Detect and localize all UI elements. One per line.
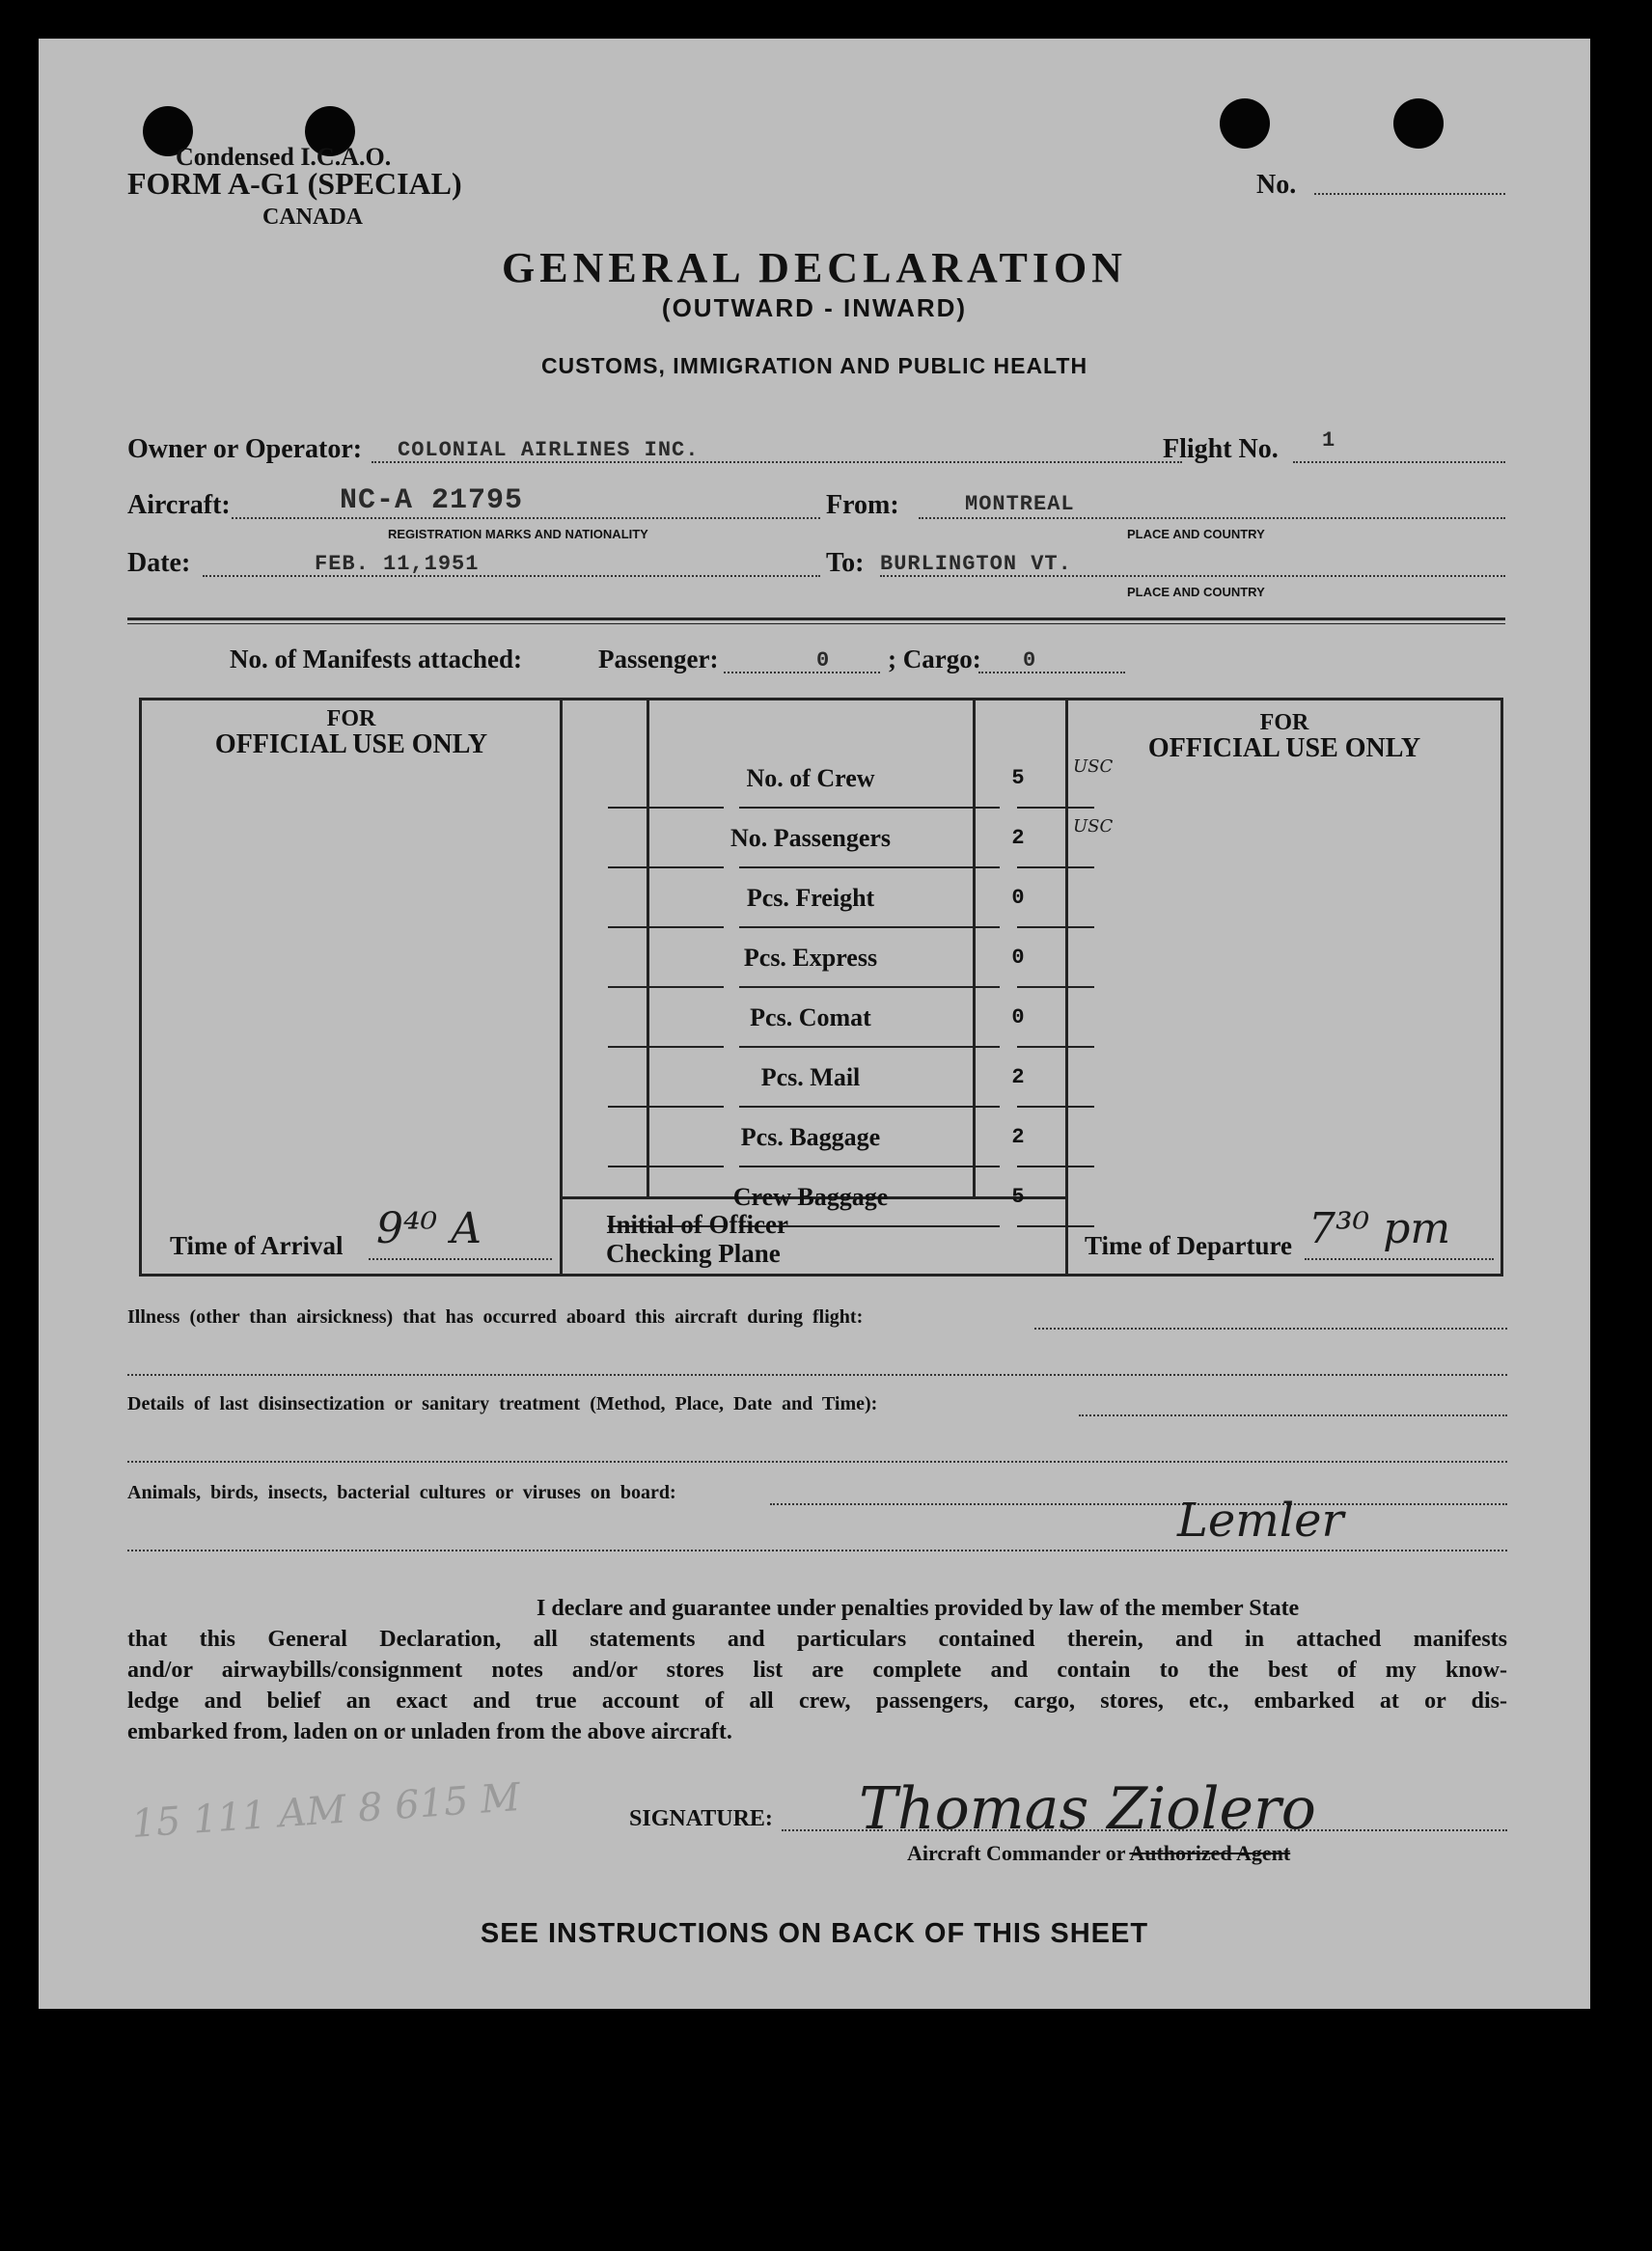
official-left-title: OFFICIAL USE ONLY — [214, 729, 488, 759]
disinsect-line — [1079, 1414, 1507, 1416]
item-row-rule — [1017, 1225, 1094, 1227]
illness-label: Illness (other than airsickness) that has occurred aboard this aircraft during flight: — [127, 1306, 864, 1328]
item-value: 2 — [1011, 826, 1025, 850]
item-row-rule — [1017, 1046, 1094, 1048]
item-row-rule — [739, 1046, 1000, 1048]
form-subtitle: (OUTWARD - INWARD) — [661, 293, 968, 322]
animals-label: Animals, birds, insects, bacterial cultures or viruses on board: — [127, 1482, 676, 1503]
box-bottom — [139, 1274, 1503, 1276]
from-label: From: — [826, 490, 899, 520]
arrival-value: 9⁴⁰ A — [376, 1204, 482, 1253]
official-right-title: OFFICIAL USE ONLY — [1147, 733, 1421, 763]
item-row-rule — [1017, 926, 1094, 928]
flight-label: Flight No. — [1163, 434, 1279, 464]
signature-caption-agent: Authorized Agent — [1129, 1841, 1291, 1865]
flight-value: 1 — [1322, 428, 1336, 453]
item-value: 2 — [1011, 1065, 1025, 1089]
passenger-label: Passenger: — [598, 645, 719, 673]
item-label: Pcs. Express — [743, 944, 878, 972]
item-row-rule — [608, 1106, 724, 1108]
item-value: 0 — [1011, 946, 1025, 970]
illness-line — [1034, 1328, 1507, 1330]
box-left — [139, 698, 142, 1276]
owner-label: Owner or Operator: — [127, 434, 363, 464]
from-caption: PLACE AND COUNTRY — [1127, 527, 1265, 541]
date-value: FEB. 11,1951 — [315, 552, 480, 576]
item-row-rule — [608, 986, 724, 988]
item-value: 5 — [1011, 1185, 1025, 1209]
officer-signature: Lemler — [1177, 1494, 1344, 1548]
declaration-line: and/or airwaybills/consignment notes and/or stores list are complete and contain to the best of my know- — [127, 1658, 1507, 1683]
box-divider — [973, 698, 976, 1199]
item-row-rule — [739, 866, 1000, 868]
animals-line — [770, 1503, 1507, 1505]
illness-line-2 — [127, 1374, 1507, 1376]
signature-caption-commander: Aircraft Commander or — [907, 1841, 1130, 1865]
item-row-rule — [739, 807, 1000, 809]
to-value: BURLINGTON VT. — [880, 552, 1072, 576]
item-label: Pcs. Mail — [760, 1063, 861, 1091]
signature-label: SIGNATURE: — [629, 1806, 773, 1831]
box-top — [139, 698, 1503, 700]
to-caption: PLACE AND COUNTRY — [1127, 585, 1265, 599]
form-id: FORM A-G1 (SPECIAL) — [127, 166, 462, 201]
declaration-form — [39, 39, 1590, 2009]
initial-officer-line2: Checking Plane — [606, 1239, 781, 1268]
item-label: No. Passengers — [730, 824, 892, 852]
aircraft-line — [232, 517, 820, 519]
cargo-line — [978, 672, 1125, 673]
item-value: 0 — [1011, 1005, 1025, 1029]
aircraft-label: Aircraft: — [127, 490, 231, 520]
item-value: 5 — [1011, 766, 1025, 790]
initial-officer-line1: Initial of Officer — [606, 1210, 788, 1239]
form-title: GENERAL DECLARATION — [502, 244, 1127, 291]
arrival-line — [369, 1258, 552, 1260]
item-row-rule — [608, 1166, 724, 1167]
item-note: USC — [1073, 816, 1114, 837]
item-row-rule — [1017, 1106, 1094, 1108]
passenger-value: 0 — [816, 648, 831, 673]
item-row-rule — [608, 807, 724, 809]
box-divider — [560, 698, 563, 1276]
item-label: Pcs. Comat — [750, 1003, 871, 1031]
country-label: CANADA — [262, 205, 363, 230]
item-label: Pcs. Freight — [746, 884, 875, 912]
punch-hole — [1220, 98, 1270, 149]
item-row-rule — [1017, 866, 1094, 868]
cargo-value: 0 — [1023, 648, 1037, 673]
item-row-rule — [739, 1106, 1000, 1108]
item-row-rule — [739, 926, 1000, 928]
item-row-rule — [1017, 1166, 1094, 1167]
receipt-stamp: 15 111 AM 8 615 M — [129, 1774, 522, 1848]
passenger-line — [724, 672, 880, 673]
cargo-label: ; Cargo: — [888, 645, 981, 673]
declaration-line: embarked from, laden on or unladen from the above aircraft. — [127, 1719, 732, 1744]
official-right-for: FOR — [1259, 710, 1309, 735]
item-label: No. of Crew — [746, 764, 875, 792]
departure-label: Time of Departure — [1085, 1231, 1292, 1260]
item-label: Pcs. Baggage — [740, 1123, 881, 1151]
from-line — [919, 517, 1505, 519]
header-rule — [127, 618, 1505, 620]
to-label: To: — [826, 548, 865, 578]
declaration-line: ledge and belief an exact and true account of all crew, passengers, cargo, stores, etc., embarked at or dis- — [127, 1688, 1507, 1714]
date-line — [203, 575, 820, 577]
from-value: MONTREAL — [965, 492, 1075, 516]
no-label: No. — [1256, 170, 1297, 200]
box-right — [1501, 698, 1503, 1276]
item-row-rule — [608, 926, 724, 928]
item-row-rule — [608, 866, 724, 868]
header-rule — [127, 623, 1505, 624]
item-row-rule — [1017, 986, 1094, 988]
animals-line-2 — [127, 1550, 1507, 1551]
arrival-label: Time of Arrival — [170, 1231, 344, 1260]
item-row-rule — [608, 1046, 724, 1048]
item-row-rule — [1017, 807, 1094, 809]
item-row-rule — [739, 1166, 1000, 1167]
aircraft-value: NC-A 21795 — [340, 484, 524, 517]
punch-hole — [1393, 98, 1444, 149]
item-value: 2 — [1011, 1125, 1025, 1149]
official-left-for: FOR — [326, 706, 376, 731]
flight-line — [1293, 461, 1505, 463]
disinsect-label: Details of last disinsectization or sanitary treatment (Method, Place, Date and Time): — [127, 1393, 878, 1414]
footer-instructions: SEE INSTRUCTIONS ON BACK OF THIS SHEET — [480, 1918, 1149, 1949]
commander-signature: Thomas Ziolero — [859, 1775, 1316, 1843]
signature-caption — [907, 1841, 1290, 1866]
condensed-label: Condensed I.C.A.O. — [176, 143, 392, 171]
departure-value: 7³⁰ pm — [1308, 1204, 1451, 1253]
box-divider — [647, 698, 649, 1199]
declaration-line: that this General Declaration, all statements and particulars contained therein, and in attached manifests — [127, 1627, 1507, 1652]
item-label: Crew Baggage — [732, 1183, 889, 1211]
owner-value: COLONIAL AIRLINES INC. — [398, 438, 700, 462]
date-label: Date: — [127, 548, 191, 578]
item-row-rule — [739, 986, 1000, 988]
departure-line — [1305, 1258, 1494, 1260]
department-title: CUSTOMS, IMMIGRATION AND PUBLIC HEALTH — [540, 353, 1088, 378]
declaration-line: I declare and guarantee under penalties provided by law of the member State — [537, 1596, 1300, 1621]
manifests-label: No. of Manifests attached: — [230, 645, 522, 673]
no-field-line — [1314, 193, 1505, 195]
disinsect-line-2 — [127, 1461, 1507, 1463]
aircraft-caption: REGISTRATION MARKS AND NATIONALITY — [388, 527, 648, 541]
item-value: 0 — [1011, 886, 1025, 910]
item-note: USC — [1073, 756, 1114, 777]
